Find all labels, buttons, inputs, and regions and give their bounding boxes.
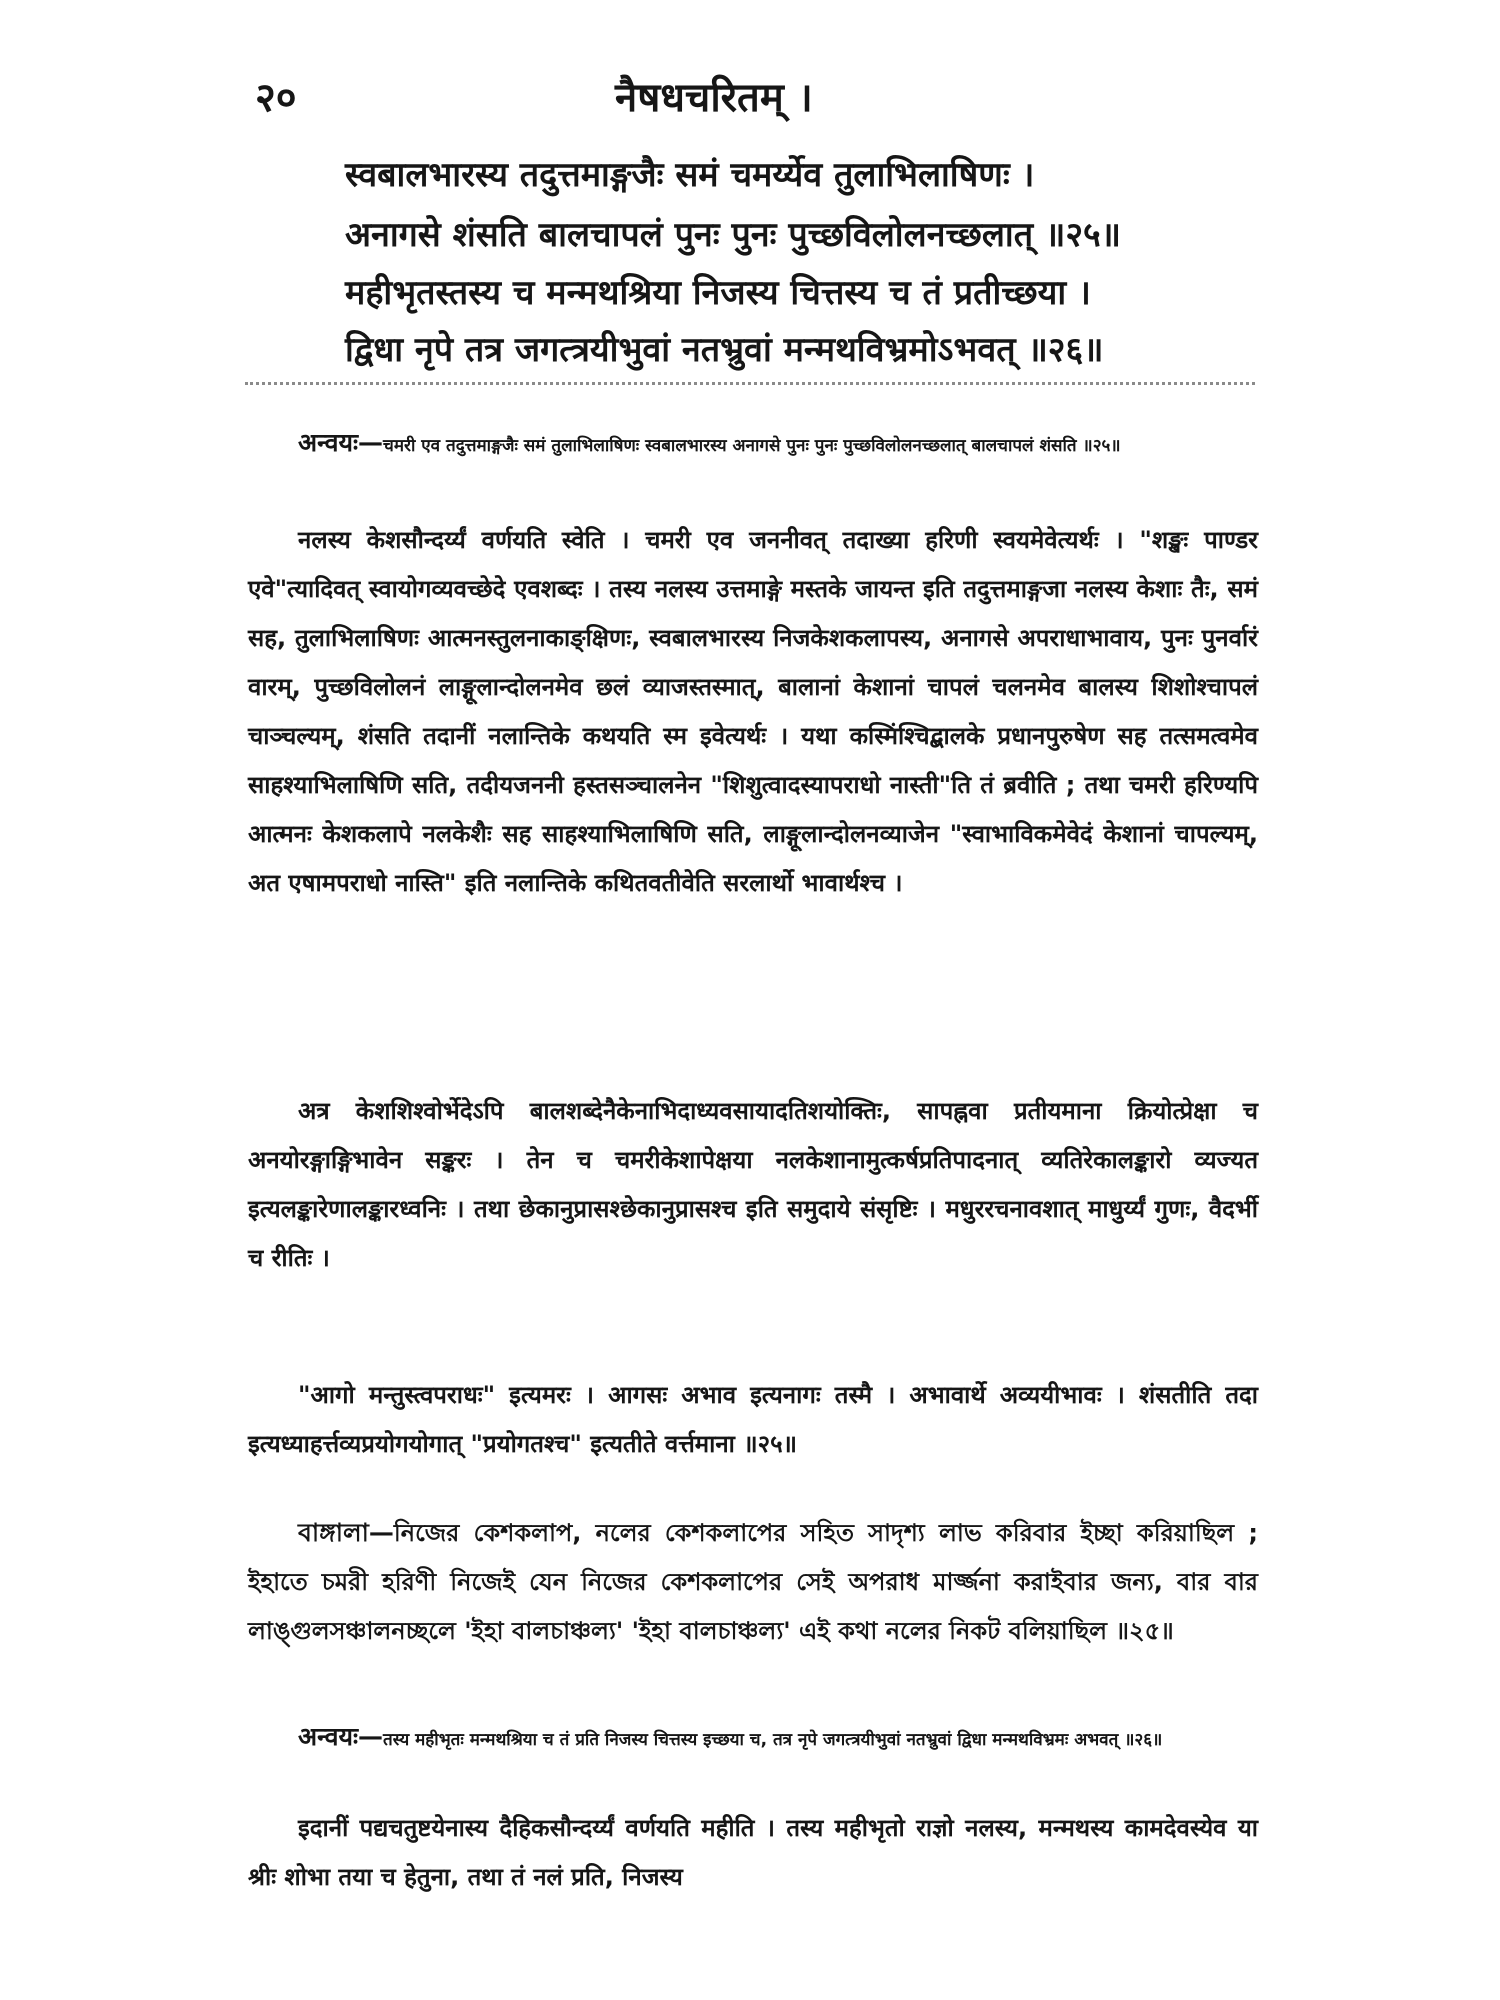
commentary-paragraph: नलस्य केशसौन्दर्य्यं वर्णयति स्वेति । चमरी एव जननीवत् तदाख्या हरिणी स्वयमेवेत्यर्थः । "शङ्खः पाण्डर एवे"त्यादिवत् स्वायोगव्यवच्छेदे एवशब्दः । तस्य नलस्य उत्तमाङ्गे मस्तके जायन्त इति तदुत्तमाङ्गजा नलस्य केशाः तैः, समं सह, तुलाभिलाषिणः आत्मनस्तुलनाकाङ्क्षिणः, स्वबालभारस्य निजकेशकलापस्य, अनागसे अपराधाभावाय, पुनः पुनर्वारं वारम्, पुच्छविलोलनं लाङ्गूलान्दोलनमेव छलं व्याजस्तस्मात्, बालानां केशानां चापलं चलनमेव बालस्य शिशोश्चापलं चाञ्चल्यम्, शंसति तदानीं नलान्तिके कथयति स्म इवेत्यर्थः । यथा कस्मिंश्चिद्बालके प्रधानपुरुषेण सह तत्समत्वमेव साहश्याभिलाषिणि सति, तदीयजननी हस्तसञ्चालनेन "शिशुत्वादस्यापराधो नास्ती"ति तं ब्रवीति ; तथा चमरी हरिण्यपि आत्मनः केशकलापे नलकेशैः सह साहश्याभिलाषिणि सति, लाङ्गूलान्दोलनव्याजेन "स्वाभाविकमेवेदं केशानां चापल्यम्, अत एषामपराधो नास्ति" इति नलान्तिके कथितवतीवेति सरलार्थो भावार्थश्च । xyxy=(248,526,1258,897)
verse-line: स्वबालभारस्य तदुत्तमाङ्गजैः समं चमर्य्येव तुलाभिलाषिणः । xyxy=(345,155,1035,195)
anvaya-label: अन्वयः— xyxy=(298,428,384,457)
bengali-paragraph xyxy=(248,1508,1258,1656)
commentary-paragraph: अत्र केशशिश्वोर्भेदेऽपि बालशब्देनैकेनाभिदाध्यवसायादतिशयोक्तिः, सापह्नवा प्रतीयमाना क्रियोत्प्रेक्षा च अनयोरङ्गाङ्गिभावेन सङ्करः । तेन च चमरीकेशापेक्षया नलकेशानामुत्कर्षप्रतिपादनात् व्यतिरेकालङ्कारो व्यज्यत इत्यलङ्कारेणालङ्कारध्वनिः । तथा छेकानुप्रासश्छेकानुप्रासश्च इति समुदाये संसृष्टिः । मधुररचनावशात् माधुर्य्यं गुणः, वैदर्भी च रीतिः । xyxy=(248,1097,1258,1272)
page-number: २० xyxy=(255,75,297,121)
anvaya-paragraph xyxy=(248,1712,1258,1762)
bengali-label: বাঙ্গালা— xyxy=(298,1518,394,1547)
commentary-paragraph: "आगो मन्तुस्त्वपराधः" इत्यमरः । आगसः अभाव इत्यनागः तस्मै । अभावार्थे अव्ययीभावः । शंसतीति तदा इत्यध्याहर्त्तव्यप्रयोगयोगात् "प्रयोगतश्च" इत्यतीते वर्त्तमाना ॥२५॥ xyxy=(248,1381,1258,1458)
section-divider xyxy=(245,382,1255,385)
verse-line: अनागसे शंसति बालचापलं पुनः पुनः पुच्छविलोलनच्छलात् ॥२५॥ xyxy=(345,215,1122,255)
anvaya-label: अन्वयः— xyxy=(298,1722,384,1751)
verse-line: महीभृतस्तस्य च मन्मथश्रिया निजस्य चित्तस्य च तं प्रतीच्छया । xyxy=(345,273,1091,313)
anvaya-text: चमरी एव तदुत्तमाङ्गजैः समं तुलाभिलाषिणः स्वबालभारस्य अनागसे पुनः पुनः पुच्छविलोलनच्छलात् बालचापलं शंसति ॥२५॥ xyxy=(383,436,1121,456)
page-title: नैषधचरितम् । xyxy=(615,75,813,121)
verse-line: द्विधा नृपे तत्र जगत्त्रयीभुवां नतभ्रुवां मन्मथविभ्रमोऽभवत् ॥२६॥ xyxy=(345,330,1104,370)
anvaya-paragraph xyxy=(248,418,1258,468)
bengali-text: নিজের কেশকলাপ, নলের কেশকলাপের সহিত সাদৃশ্য লাভ করিবার ইচ্ছা করিয়াছিল ; ইহাতে চমরী হরিণী নিজেই যেন নিজের কেশকলাপের সেই অপরাধ মার্জ্জনা করাইবার জন্য, বার বার লাঙ্গুলসঞ্চালনচ্ছলে 'ইহা বালচাঞ্চল্য' 'ইহা বালচাঞ্চল্য' এই কথা নলের নিকট বলিয়াছিল ॥২৫॥ xyxy=(248,1519,1258,1645)
commentary-paragraph: इदानीं पद्यचतुष्टयेनास्य दैहिकसौन्दर्य्यं वर्णयति महीति । तस्य महीभृतो राज्ञो नलस्य, मन्मथस्य कामदेवस्येव या श्रीः शोभा तया च हेतुना, तथा तं नलं प्रति, निजस्य xyxy=(248,1814,1258,1891)
anvaya-text: तस्य महीभृतः मन्मथश्रिया च तं प्रति निजस्य चित्तस्य इच्छया च, तत्र नृपे जगत्त्रयीभुवां नतभ्रुवां द्विधा मन्मथविभ्रमः अभवत् ॥२६॥ xyxy=(383,1730,1163,1750)
